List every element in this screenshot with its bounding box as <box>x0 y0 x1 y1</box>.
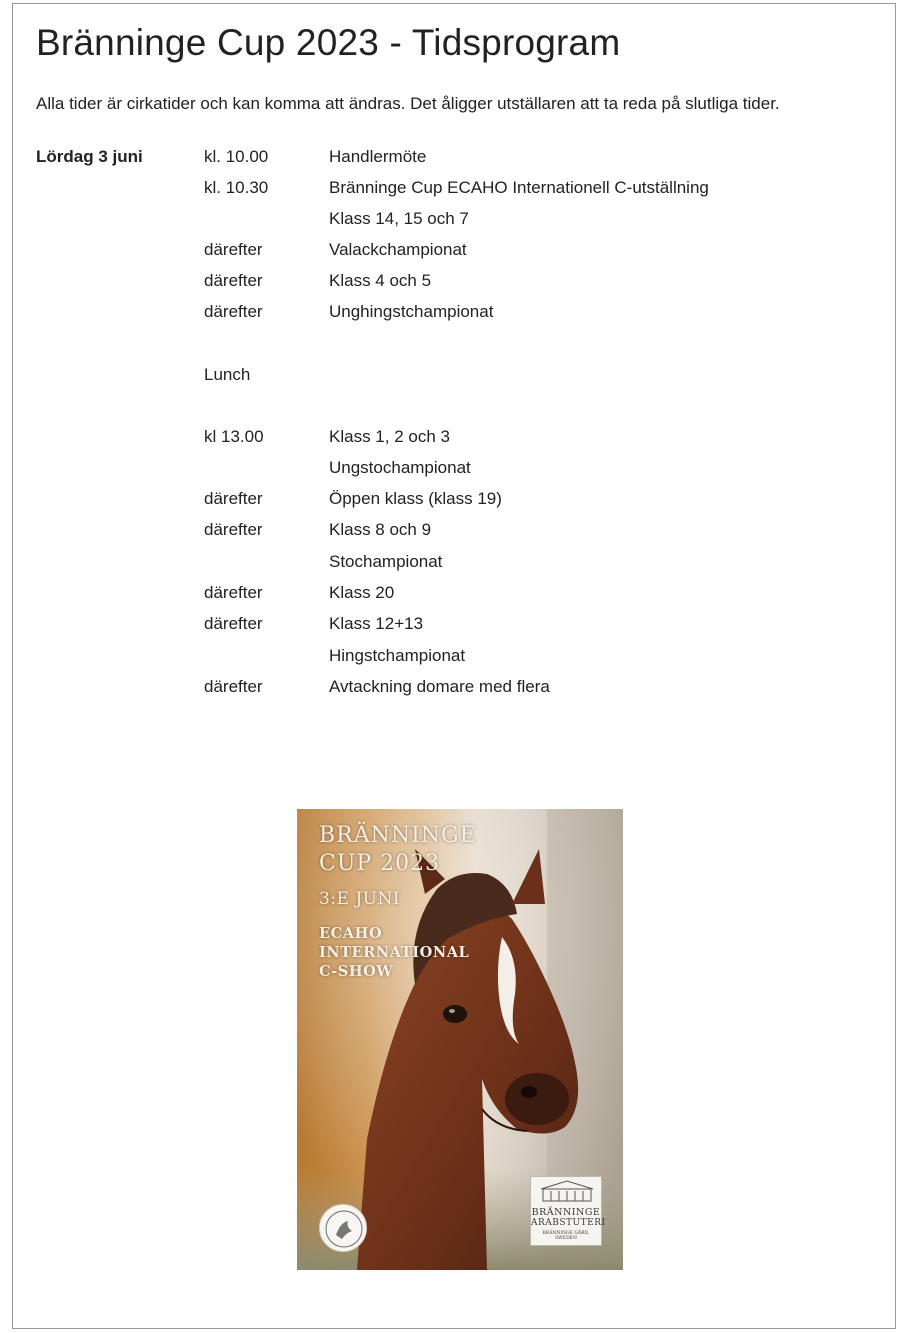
schedule-event: Bränninge Cup ECAHO Internationell C-utställning <box>329 178 709 197</box>
schedule-event: Klass 20 <box>329 583 395 602</box>
schedule-event: Klass 1, 2 och 3 <box>329 427 450 446</box>
schedule-event: Avtackning domare med flera <box>329 677 550 696</box>
schedule-event: Stochampionat <box>329 552 443 571</box>
poster-show-line1: ECAHO <box>319 925 383 942</box>
ecaho-seal-logo <box>319 1204 367 1252</box>
poster-show-line2: INTERNATIONAL <box>319 944 470 961</box>
schedule-time: Lunch <box>204 365 251 384</box>
poster-title-line2: CUP 2023 <box>319 851 441 876</box>
logo-subline: BRÄNNINGE GÅRD, SWEDEN <box>542 1231 590 1241</box>
poster-show-line3: C-SHOW <box>319 963 394 980</box>
schedule-event: Valackchampionat <box>329 240 467 259</box>
poster-date: 3:E JUNI <box>319 889 401 909</box>
branninge-logo <box>530 1176 606 1246</box>
day-label: Lördag 3 juni <box>36 147 143 166</box>
event-poster <box>297 809 623 1270</box>
schedule-time: kl. 10.30 <box>204 178 269 197</box>
schedule-time: kl. 10.00 <box>204 147 269 166</box>
schedule-time: därefter <box>204 240 263 259</box>
schedule-event: Öppen klass (klass 19) <box>329 489 502 508</box>
page-title: Bränninge Cup 2023 - Tidsprogram <box>36 22 621 63</box>
schedule-event: Unghingstchampionat <box>329 302 494 321</box>
schedule-event: Handlermöte <box>329 147 427 166</box>
schedule-time: därefter <box>204 583 263 602</box>
schedule-time: därefter <box>204 271 263 290</box>
logo-name-line2: ARABSTUTERI <box>531 1218 606 1228</box>
schedule-event: Klass 4 och 5 <box>329 271 432 290</box>
intro-text: Alla tider är cirkatider och kan komma att ändras. Det åligger utställaren att ta reda på slutliga tider. <box>36 94 780 113</box>
poster-title-line1: BRÄNNINGE <box>319 823 477 848</box>
schedule-time: därefter <box>204 520 263 539</box>
schedule-event: Ungstochampionat <box>329 458 471 477</box>
schedule-event: Klass 12+13 <box>329 614 424 633</box>
schedule-time: kl 13.00 <box>204 427 264 446</box>
schedule-event: Klass 8 och 9 <box>329 520 432 539</box>
schedule-time: därefter <box>204 489 263 508</box>
logo-name-line1: BRÄNNINGE <box>531 1207 601 1218</box>
schedule-event: Hingstchampionat <box>329 646 466 665</box>
schedule-time: därefter <box>204 614 263 633</box>
schedule-time: därefter <box>204 302 263 321</box>
schedule-time: därefter <box>204 677 263 696</box>
schedule-event: Klass 14, 15 och 7 <box>329 209 469 228</box>
